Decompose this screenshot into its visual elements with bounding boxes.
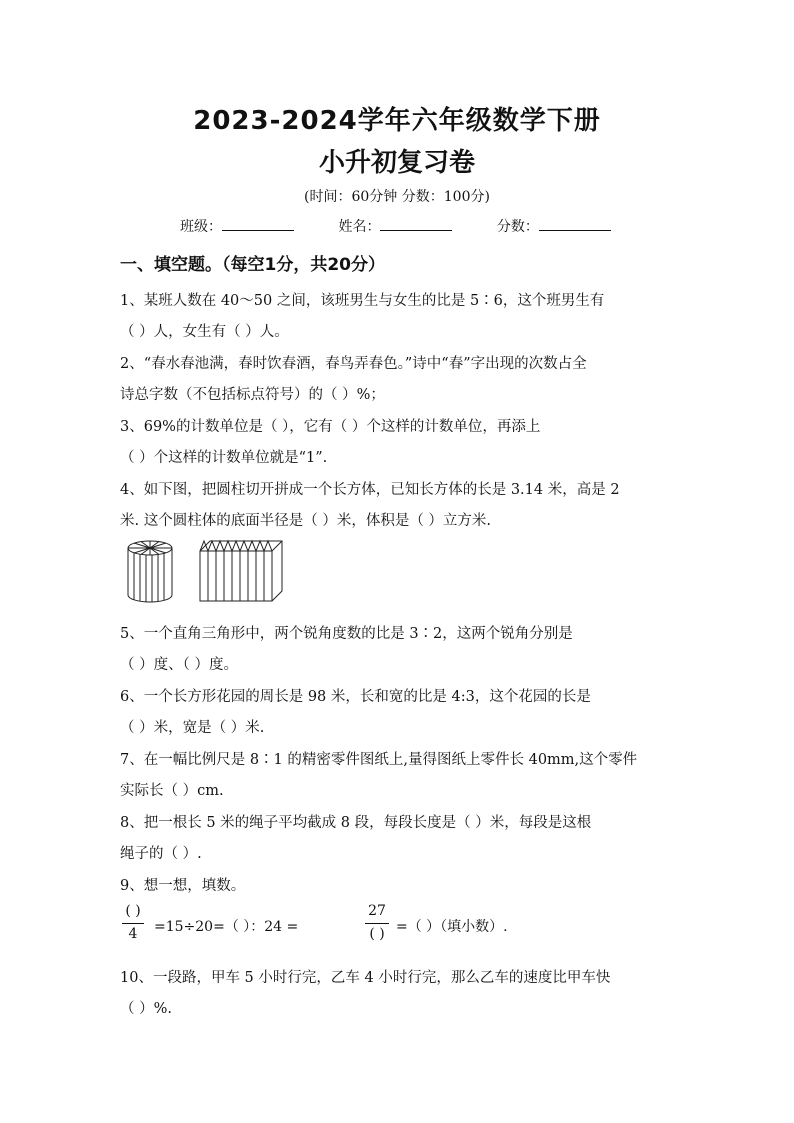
title-line-1: 2023-2024学年六年级数学下册: [193, 106, 601, 136]
cylinder-figure: [128, 541, 172, 602]
q5-line-2: （ ）度、（ ）度。: [120, 657, 238, 673]
class-blank[interactable]: [222, 216, 294, 231]
q2-line-2: 诗总字数（不包括标点符号）的（ ）%；: [120, 387, 385, 403]
cuboid-figure: [200, 541, 282, 601]
q9-frac2-bar: [365, 923, 389, 924]
q8-line-1: 8、把一根长 5 米的绳子平均截成 8 段，每段长度是（ ）米，每段是这根: [120, 815, 592, 831]
q2-line-1: 2、“春水春池满，春时饮春酒，春鸟弄春色。”诗中“春”字出现的次数占全: [120, 356, 587, 372]
q1-line-2: （ ）人，女生有（ ）人。: [120, 324, 289, 340]
q6-line-1: 6、一个长方形花园的周长是 98 米，长和宽的比是 4:3，这个花园的长是: [120, 689, 591, 705]
q9-frac1-bar: [122, 923, 144, 924]
student-fields: [180, 216, 651, 236]
q9-line-1: 9、想一想，填数。: [120, 878, 246, 894]
cylinder-to-cuboid-figure: [120, 535, 290, 607]
q9-frac1-numerator: ( ): [125, 903, 141, 919]
q1-line-1: 1、某班人数在 40～50 之间，该班男生与女生的比是 5∶6，这个班男生有: [120, 293, 605, 309]
q5-line-1: 5、一个直角三角形中，两个锐角度数的比是 3∶2，这两个锐角分别是: [120, 626, 573, 642]
exam-meta: (时间：60分钟 分数：100分): [304, 189, 490, 205]
q3-line-1: 3、69%的计数单位是（ ），它有（ ）个这样的计数单位，再添上: [120, 419, 541, 435]
q8-line-2: 绳子的（ ）.: [120, 846, 202, 862]
q7-line-1: 7、在一幅比例尺是 8∶1 的精密零件图纸上,量得图纸上零件长 40mm,这个零件: [120, 752, 638, 768]
q10-line-2: （ ）%.: [120, 1001, 172, 1017]
section-heading: 一、填空题。（每空1分，共20分）: [120, 255, 385, 275]
class-label: 班级：: [180, 219, 222, 235]
q4-line-2: 米. 这个圆柱体的底面半径是（ ）米，体积是（ ）立方米.: [120, 513, 492, 529]
name-label: 姓名：: [338, 219, 381, 235]
q9-frac2-denominator: ( ): [369, 926, 385, 942]
name-blank[interactable]: [380, 216, 452, 231]
q3-line-2: （ ）个这样的计数单位就是“1”.: [120, 450, 328, 466]
title-line-2: 小升初复习卷: [318, 148, 475, 178]
q9-frac1-denominator: 4: [128, 926, 138, 942]
q6-line-2: （ ）米，宽是（ ）米.: [120, 720, 265, 736]
q9-middle: =15÷20=（ ）：24 =: [154, 919, 299, 935]
q7-line-2: 实际长（ ）cm.: [120, 783, 224, 799]
q9-frac2-numerator: 27: [368, 903, 386, 919]
q10-line-1: 10、一段路，甲车 5 小时行完，乙车 4 小时行完，那么乙车的速度比甲车快: [120, 970, 611, 986]
q9-tail: =（ ）（填小数）.: [396, 919, 508, 935]
score-blank[interactable]: [539, 216, 611, 231]
score-label: 分数：: [496, 219, 539, 235]
q4-line-1: 4、如下图，把圆柱切开拼成一个长方体，已知长方体的长是 3.14 米，高是 2: [120, 482, 620, 498]
